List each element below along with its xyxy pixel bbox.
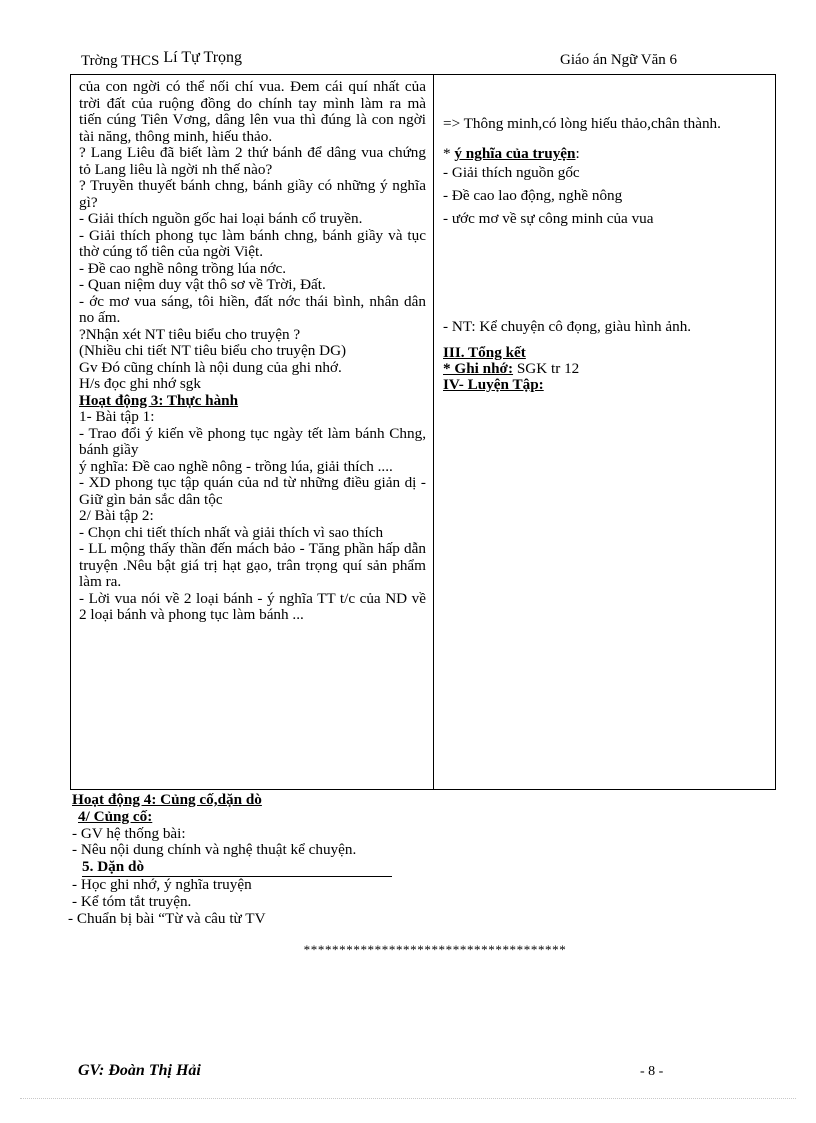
left-paragraph: ý nghĩa: Đề cao nghề nông - trồng lúa, giải thích .... [79,457,393,475]
meaning-item: - Đề cao lao động, nghề nông [443,187,623,204]
meaning-colon: : [575,145,580,162]
left-paragraph: - Quan niệm duy vật thô sơ về Trời, Đất. [79,276,326,293]
meaning-star: * [443,145,455,162]
footer-page-number: - 8 - [640,1064,664,1079]
left-paragraph: H/s đọc ghi nhớ sgk [79,375,201,392]
activity3-title: Hoạt động 3: Thực hành [79,391,239,409]
cungco-item: - Nêu nội dung chính và nghệ thuật kể chuyện. [72,841,357,859]
header-subject: Giáo án Ngữ Văn 6 [560,52,677,68]
meaning-heading [443,144,756,164]
left-paragraph: - Chọn chi tiết thích nhất và giải thích vì sao thích [79,523,384,541]
meaning-item: - Giải thích nguồn gốc [443,164,580,181]
left-paragraph: - LL mộng thấy thần đến mách bảo - Tăng phần hấp dẫn truyện .Nêu bật giá trị hạt gạo, trân trọng quí sản phẩm làm ra. [79,540,426,590]
dando-item: - Kể tóm tắt truyện. [72,892,192,910]
left-paragraph: ? Truyền thuyết bánh chng, bánh giầy có những ý nghĩa gì? [79,177,426,211]
dando-item: - Học ghi nhớ, ý nghĩa truyện [72,875,252,893]
left-paragraph: - Lời vua nói về 2 loại bánh - ý nghĩa TT t/c của ND về 2 loại bánh và phong tục làm bánh ... [79,589,426,623]
dando-title: 5. Dặn dò [82,859,392,877]
cungco-title: 4/ Củng cố: [78,807,153,825]
activity4-title: Hoạt động 4: Củng cố,dặn dò [72,791,262,808]
right-column [434,75,776,790]
left-paragraph: 2/ Bài tập 2: [79,507,154,524]
left-paragraph: ? Lang Liêu đã biết làm 2 thứ bánh để dâng vua chứng tỏ Lang liêu là ngời nh thế nào? [79,144,426,178]
memory-note-value: SGK tr 12 [513,360,580,377]
left-paragraph: của con ngời có thể nối chí vua. Đem cái quí nhất của trời đất của ruộng đồng do chính tay mình làm ra mà tiến cúng Tiên Vơng, dâng lên vua thì đúng là con ngời tài năng, thông minh, hiếu thảo. [79,78,426,145]
left-paragraph: - ớc mơ vua sáng, tôi hiền, đất nớc thái bình, nhân dân no ấm. [79,292,426,326]
left-paragraph: - Trao đổi ý kiến về phong tục ngày tết làm bánh Chng, bánh giầy [79,424,426,458]
character-conclusion: => Thông minh,có lòng hiếu thảo,chân thành. [443,115,721,132]
left-paragraph: (Nhiều chi tiết NT tiêu biểu cho truyện DG) [79,342,347,359]
lesson-table [70,74,776,790]
left-paragraph: 1- Bài tập 1: [79,408,155,425]
dando-item: - Chuẩn bị bài “Từ và câu từ TV [68,909,266,927]
footer-dotted-line [20,1098,796,1099]
separator-stars: ************************************* [303,942,567,957]
meaning-title: ý nghĩa của truyện [454,145,576,162]
section-practice-title: IV- Luyện Tập: [443,376,544,393]
header-school-prefix: Trờng THCS [81,53,160,69]
footer-teacher: GV: Đoàn Thị Hải [78,1062,201,1079]
memory-note [443,361,756,377]
left-paragraph: - Giải thích nguồn gốc hai loại bánh cổ truyền. [79,210,363,227]
cungco-item: - GV hệ thống bài: [72,824,186,842]
art-summary: - NT: Kể chuyện cô đọng, giàu hình ảnh. [443,318,692,335]
left-paragraph: - XD phong tục tập quán của nd từ những điều giản dị - Giữ gìn bản sắc dân tộc [79,474,426,508]
header-left [81,49,243,70]
left-paragraph: - Đề cao nghề nông trồng lúa nớc. [79,259,287,277]
left-paragraph: - Giải thích phong tục làm bánh chng, bánh giầy và tục thờ cúng tổ tiên của ngời Việt. [79,226,426,260]
bottom-section [68,791,532,927]
left-column [71,75,434,790]
memory-note-label: * Ghi nhớ: [443,360,514,377]
left-paragraph: Gv Đó cũng chính là nội dung của ghi nhớ. [79,358,342,376]
header-school-name: Lí Tự Trọng [163,49,243,66]
left-paragraph: ?Nhận xét NT tiêu biểu cho truyện ? [79,325,301,343]
section-summary-title: III. Tổng kết [443,344,526,361]
meaning-item: - ước mơ về sự công minh của vua [443,210,654,227]
